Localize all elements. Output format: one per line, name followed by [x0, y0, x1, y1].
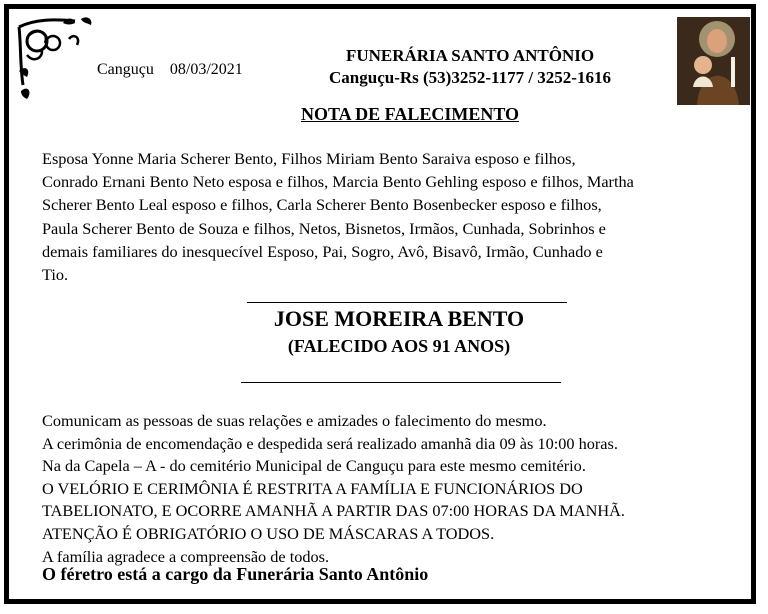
family-line: Esposa Yonne Maria Scherer Bento, Filhos Miriam Bento Saraiva esposo e filhos,: [42, 149, 576, 168]
divider-top: [247, 302, 567, 303]
deceased-age: (FALECIDO AOS 91 ANOS): [287, 336, 511, 356]
notice-paragraph: [42, 410, 762, 568]
notice-line: Na da Capela – A - do cemitério Municipal de Canguçu para este mesmo cemitério.: [42, 456, 586, 476]
divider-bottom: [241, 382, 561, 383]
city-text: Canguçu: [97, 61, 154, 78]
deceased-name: JOSE MOREIRA BENTO: [273, 306, 525, 331]
company-name: FUNERÁRIA SANTO ANTÔNIO: [345, 46, 595, 65]
obituary-frame: [4, 4, 756, 604]
floral-corner-ornament-icon: [15, 15, 97, 105]
family-line: Tio.: [42, 265, 69, 285]
notice-line: ATENÇÃO É OBRIGATÓRIO O USO DE MÁSCARAS A TODOS.: [42, 523, 495, 543]
family-line: demais familiares do inesquecível Esposo, Pai, Sogro, Avô, Bisavô, Irmão, Cunhado e: [42, 241, 603, 261]
funeral-home-header: [305, 45, 635, 89]
notice-line: TABELIONATO, E OCORRE AMANHÃ A PARTIR DAS 07:00 HORAS DA MANHÃ.: [42, 501, 625, 521]
notice-line: A cerimônia de encomendação e despedida será realizado amanhã dia 09 às 10:00 horas.: [42, 433, 618, 453]
family-line: Paula Scherer Bento de Souza e filhos, Netos, Bisnetos, Irmãos, Cunhada, Sobrinhos e: [42, 218, 606, 238]
note-title: NOTA DE FALECIMENTO: [300, 104, 520, 124]
family-line: Scherer Bento Leal esposo e filhos, Carla Scherer Bento Bosenbecker esposo e filhos,: [42, 195, 602, 215]
saint-anthony-portrait-icon: [677, 17, 750, 105]
notice-line: A família agradece a compreensão de todos.: [42, 546, 330, 566]
family-paragraph: [42, 147, 742, 286]
notice-line: O VELÓRIO E CERIMÔNIA É RESTRITA A FAMÍLIA E FUNCIONÁRIOS DO: [42, 478, 583, 498]
company-contact: Canguçu-Rs (53)3252-1177 / 3252-1616: [329, 68, 611, 87]
final-line: O féretro está a cargo da Funerária Santo Antônio: [42, 564, 429, 584]
city-date-line: [97, 61, 255, 79]
date-text: 08/03/2021: [169, 61, 243, 78]
family-line: Conrado Ernani Bento Neto esposa e filhos, Marcia Bento Gehling esposo e filhos, Martha: [42, 172, 634, 192]
notice-line: Comunicam as pessoas de suas relações e amizades o falecimento do mesmo.: [42, 411, 547, 430]
